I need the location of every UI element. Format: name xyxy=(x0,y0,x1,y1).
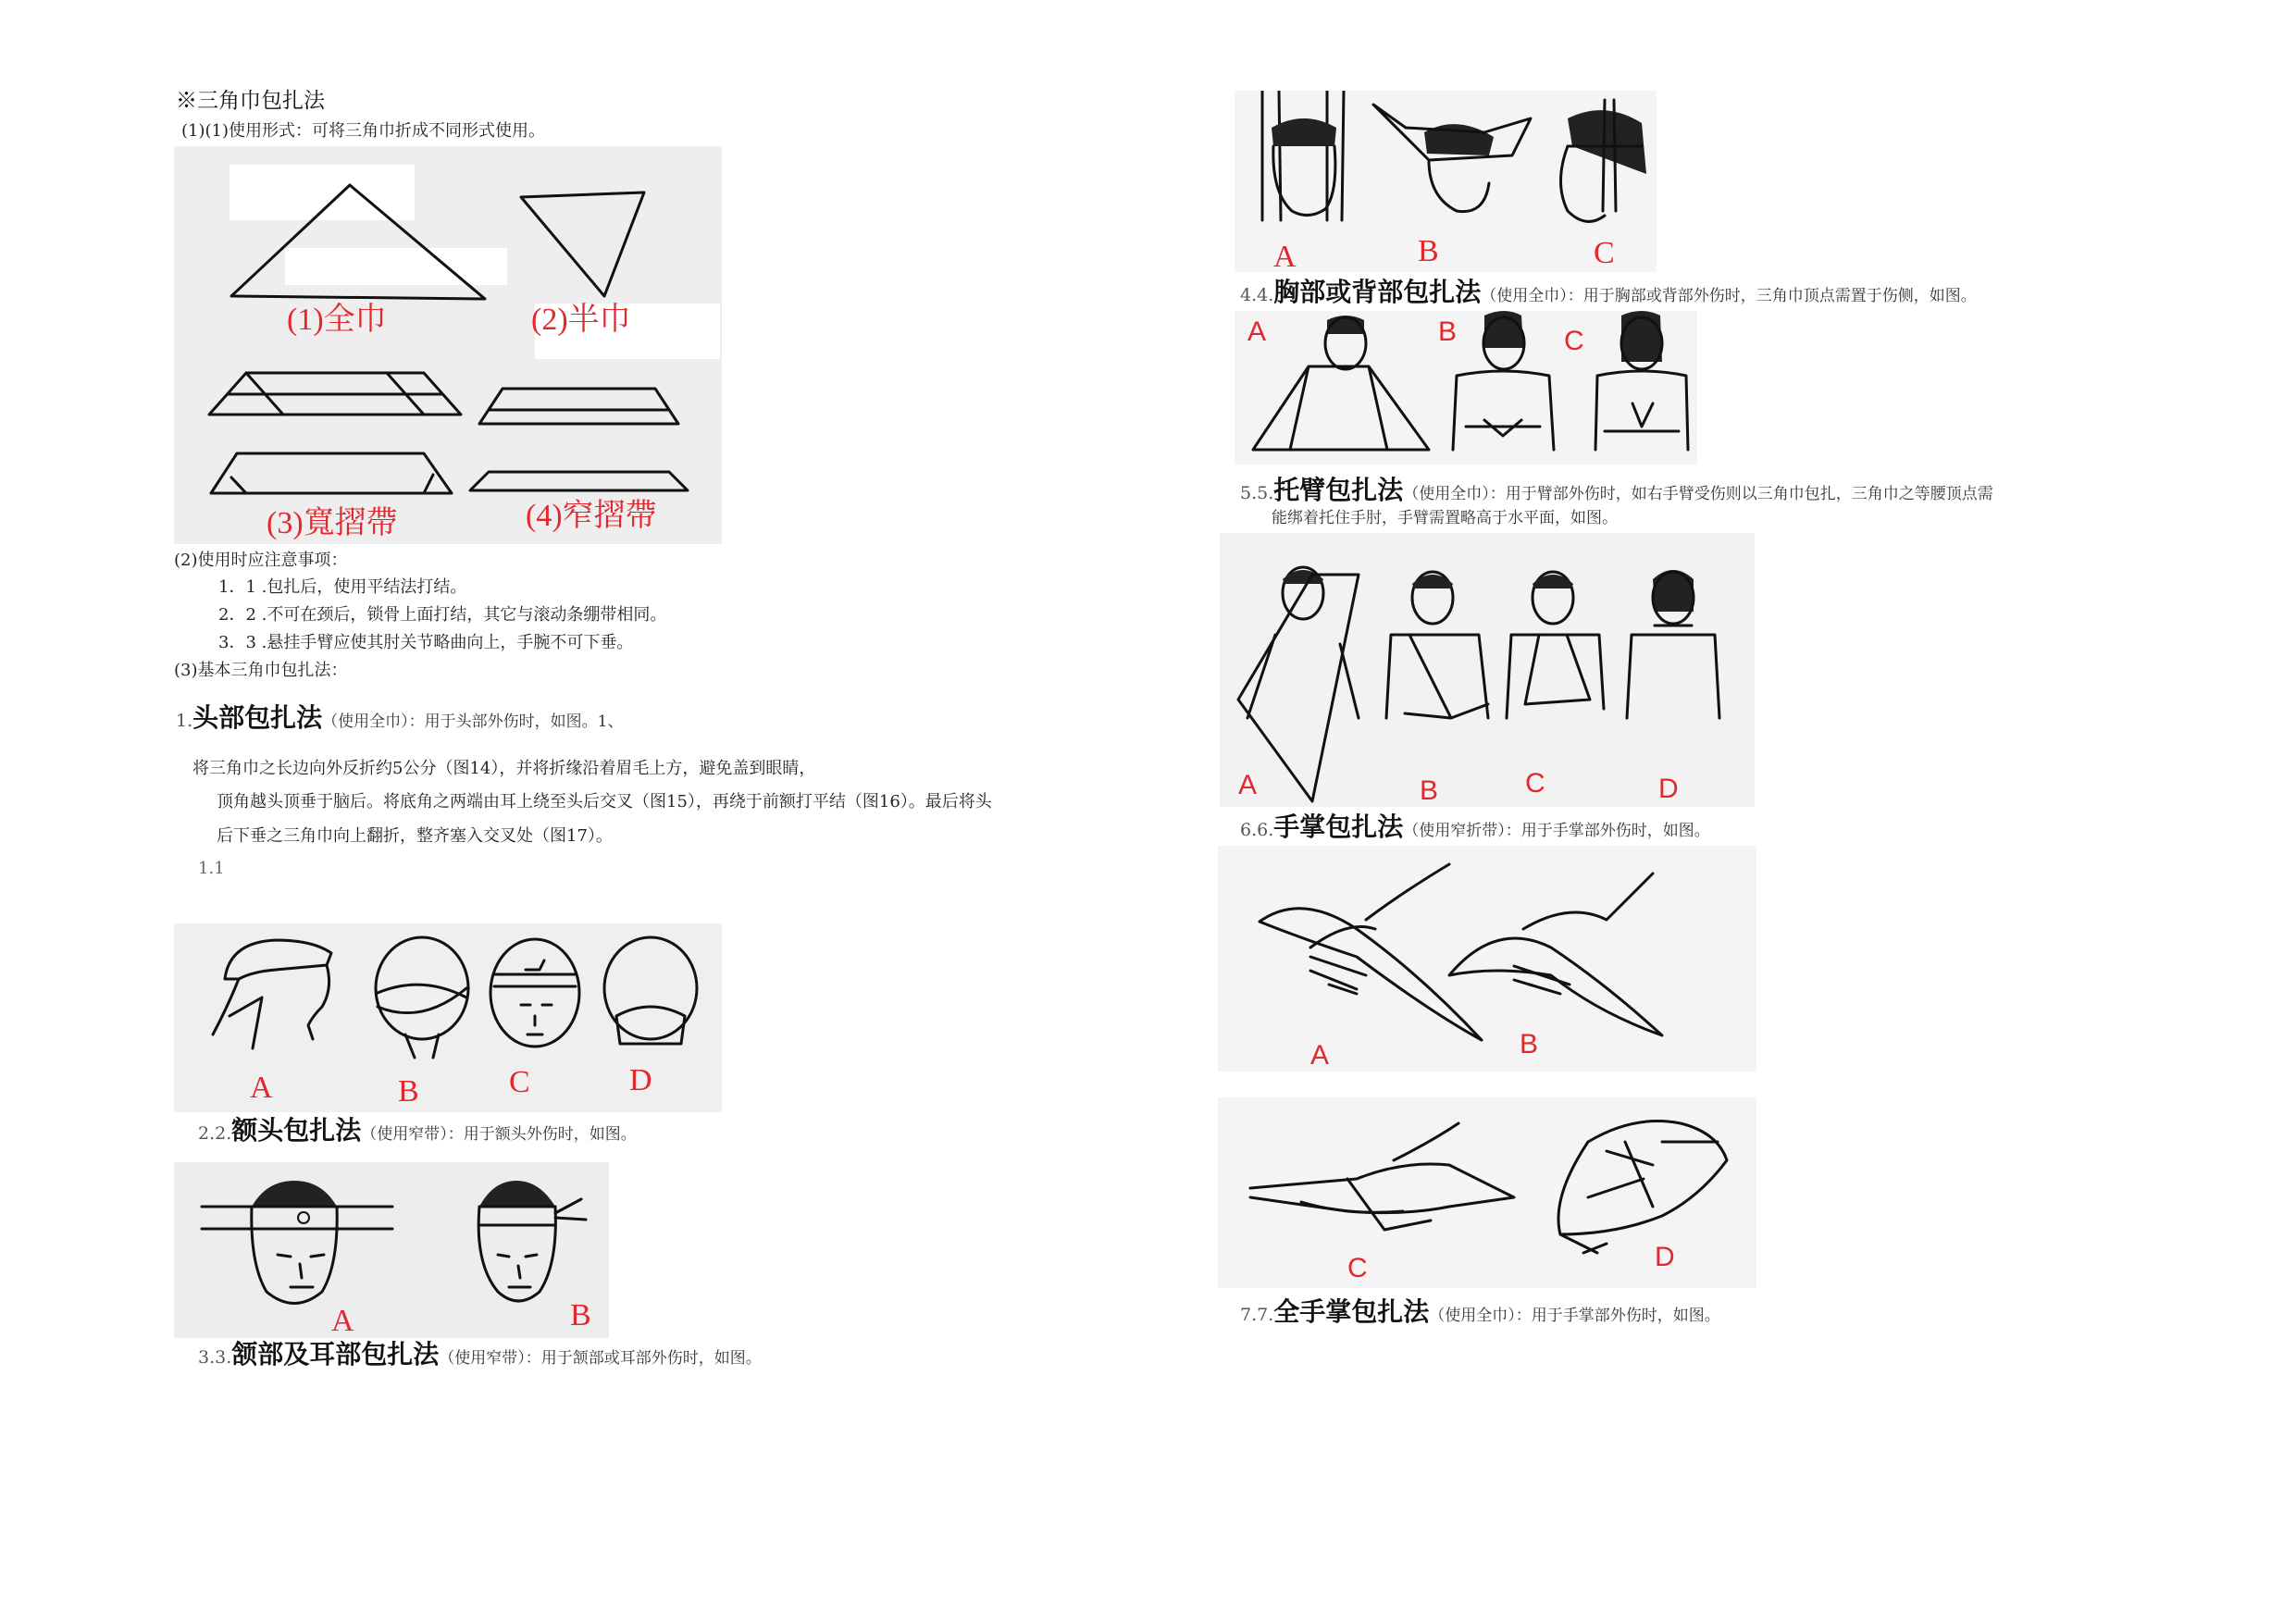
jaw-label-b: B xyxy=(1418,234,1439,268)
heading-6: 6.6.手掌包扎法（使用窄折带）：用于手掌部外伤时，如图。 xyxy=(1240,812,1710,842)
heading-1: 1.头部包扎法（使用全巾）：用于头部外伤时，如图。1、 xyxy=(176,702,624,733)
section-1-heading: (1)(1)使用形式：可将三角巾折成不同形式使用。 xyxy=(181,121,545,141)
arm-label-b: B xyxy=(1420,775,1439,806)
forehead-label-a: A xyxy=(331,1304,354,1338)
head-bandage-figure xyxy=(174,886,722,1112)
hand-label-b: B xyxy=(1520,1029,1539,1059)
forehead-bandage-figure xyxy=(174,1162,609,1338)
forehead-label-b: B xyxy=(570,1298,591,1332)
heading-3: 3.3.颔部及耳部包扎法（使用窄带）：用于颔部或耳部外伤时，如图。 xyxy=(198,1339,762,1369)
head-paragraph-1: 将三角巾之长边向外反折约5公分（图14），并将折缘沿着眉毛上方，避免盖到眼睛， xyxy=(192,759,816,778)
forehead-bandage-drawing xyxy=(174,1162,609,1338)
page-title: ※三角巾包扎法 xyxy=(176,89,325,113)
arm-sling-figure xyxy=(1220,533,1755,807)
section-2-heading: (2)使用时应注意事项： xyxy=(174,551,348,570)
heading-7: 7.7.全手掌包扎法（使用全巾）：用于手掌部外伤时，如图。 xyxy=(1240,1296,1720,1327)
arm-label-a: A xyxy=(1238,770,1258,800)
hand-bandage-drawing xyxy=(1218,846,1756,1288)
head-bandage-drawing xyxy=(174,886,722,1112)
note-1: 1．1 .包扎后，使用平结法打结。 xyxy=(218,577,467,597)
note-3: 3．3 .悬挂手臂应使其肘关节略曲向上，手腕不可下垂。 xyxy=(218,633,634,652)
head-paragraph-4: 1.1 xyxy=(198,859,225,878)
form-label-wide: (3)寬摺帶 xyxy=(267,506,398,540)
heading-5: 5.5.托臂包扎法（使用全巾）：用于臂部外伤时，如右手臂受伤则以三角巾包扎，三角巾之等腰顶点需 xyxy=(1240,475,1993,505)
head-label-a: A xyxy=(250,1071,273,1105)
hand-bandage-figure xyxy=(1218,846,1756,1288)
head-label-b: B xyxy=(398,1074,419,1109)
hand-label-c: C xyxy=(1347,1253,1368,1283)
heading-2: 2.2.额头包扎法（使用窄带）：用于额头外伤时，如图。 xyxy=(198,1115,637,1146)
jaw-label-a: A xyxy=(1273,240,1297,272)
chest-label-b: B xyxy=(1438,316,1458,347)
form-label-full: (1)全巾 xyxy=(287,303,387,337)
chest-back-bandage-drawing xyxy=(1235,311,1697,465)
chest-label-c: C xyxy=(1564,326,1584,356)
jaw-ear-bandage-figure xyxy=(1235,91,1657,272)
triangular-bandage-forms-drawing xyxy=(174,146,722,544)
head-paragraph-3: 后下垂之三角巾向上翻折，整齐塞入交叉处（图17）。 xyxy=(217,826,613,846)
triangular-bandage-forms-figure xyxy=(174,146,722,544)
chest-back-bandage-figure xyxy=(1235,311,1697,465)
head-paragraph-2: 顶角越头顶垂于脑后。将底角之两端由耳上绕至头后交叉（图15），再绕于前额打平结（图16）。最后将头 xyxy=(217,792,992,812)
heading-4: 4.4.胸部或背部包扎法（使用全巾）：用于胸部或背部外伤时，三角巾顶点需置于伤侧，如图。 xyxy=(1240,277,1977,307)
head-label-c: C xyxy=(509,1065,530,1099)
arm-label-d: D xyxy=(1658,774,1679,804)
hand-label-a: A xyxy=(1310,1040,1330,1071)
hand-label-d: D xyxy=(1655,1242,1675,1272)
note-2: 2．2 .不可在颈后，锁骨上面打结，其它与滚动条绷带相同。 xyxy=(218,605,667,625)
form-label-narrow: (4)窄摺帶 xyxy=(526,499,657,533)
head-label-d: D xyxy=(629,1063,652,1097)
chest-label-a: A xyxy=(1247,316,1267,347)
arm-label-c: C xyxy=(1525,768,1545,799)
arm-sling-drawing xyxy=(1220,533,1755,807)
jaw-label-c: C xyxy=(1594,236,1615,270)
heading-5-continued: 能绑着托住手肘，手臂需置略高于水平面，如图。 xyxy=(1272,509,1618,527)
section-3-heading: (3)基本三角巾包扎法： xyxy=(174,661,348,680)
form-label-half: (2)半巾 xyxy=(531,303,631,337)
jaw-ear-bandage-drawing xyxy=(1235,91,1657,272)
